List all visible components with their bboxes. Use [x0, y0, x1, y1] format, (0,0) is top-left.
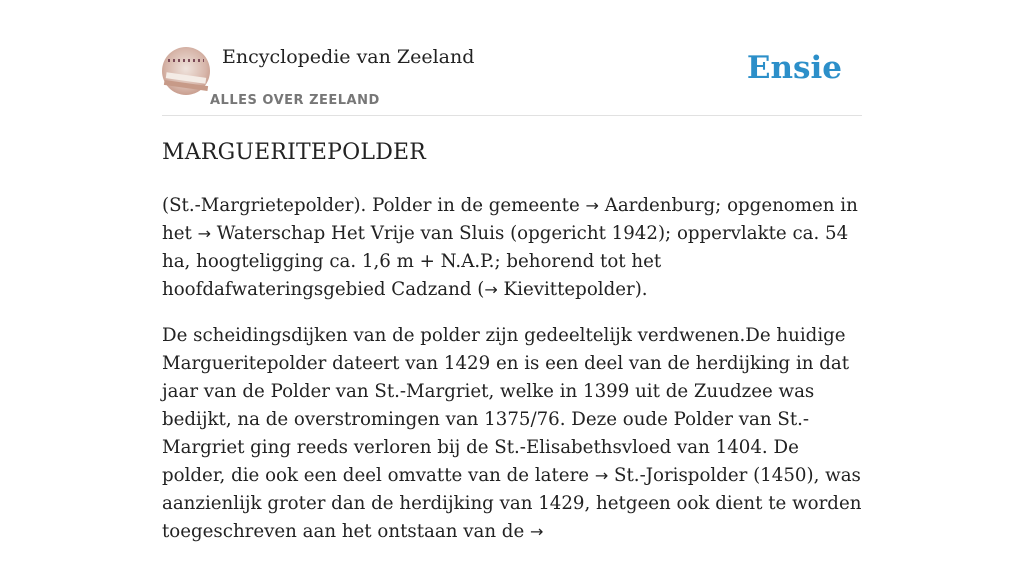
article-paragraph [162, 322, 864, 546]
site-title[interactable]: Encyclopedie van Zeeland [222, 46, 475, 68]
text: St.-Jorispolder (1450), was aanzienlijk groter dan de herdijking van 1429, hetgeen ook dient te worden toegeschreven aan het ontstaan van de [162, 465, 862, 542]
text: Waterschap Het Vrije van Sluis (opgericht 1942); oppervlakte ca. 54 ha, hoogteligging ca. 1,6 m + N.A.P.; behorend tot het hoofdafwateringsgebied Cadzand ( [162, 223, 849, 300]
brand-logo-link[interactable]: Ensie [746, 50, 842, 86]
arrow-right-icon[interactable]: → [594, 466, 609, 485]
article-body [162, 192, 864, 564]
text: De scheidingsdijken van de polder zijn gedeeltelijk verdwenen.De huidige Margueritepolder dateert van 1429 en is een deel van de herdijking in dat jaar van de Polder van St.-Margriet, welke in 1399 uit de Zuudzee was bedijkt, na de overstromingen van 1375/76. Deze oude Polder van St.-Margriet ging reeds verloren bij de St.-Elisabethsvloed van 1404. De polder, die ook een deel omvatte van de latere [162, 325, 850, 486]
arrow-right-icon[interactable]: → [484, 280, 498, 299]
text: Aardenburg; opgenomen in het [162, 195, 858, 244]
arrow-right-icon[interactable]: → [585, 196, 599, 215]
site-header [162, 40, 862, 116]
text: Kievittepolder). [497, 279, 648, 300]
site-logo-avatar[interactable] [162, 47, 210, 95]
arrow-right-icon[interactable]: → [530, 522, 544, 541]
article-title: MARGUERITEPOLDER [162, 140, 427, 165]
site-subtitle: ALLES OVER ZEELAND [210, 93, 380, 108]
avatar-decoration [168, 59, 204, 62]
text: (St.-Margrietepolder). Polder in de gemeente [162, 195, 586, 216]
arrow-right-icon[interactable]: → [197, 224, 211, 243]
article-paragraph [162, 192, 864, 304]
